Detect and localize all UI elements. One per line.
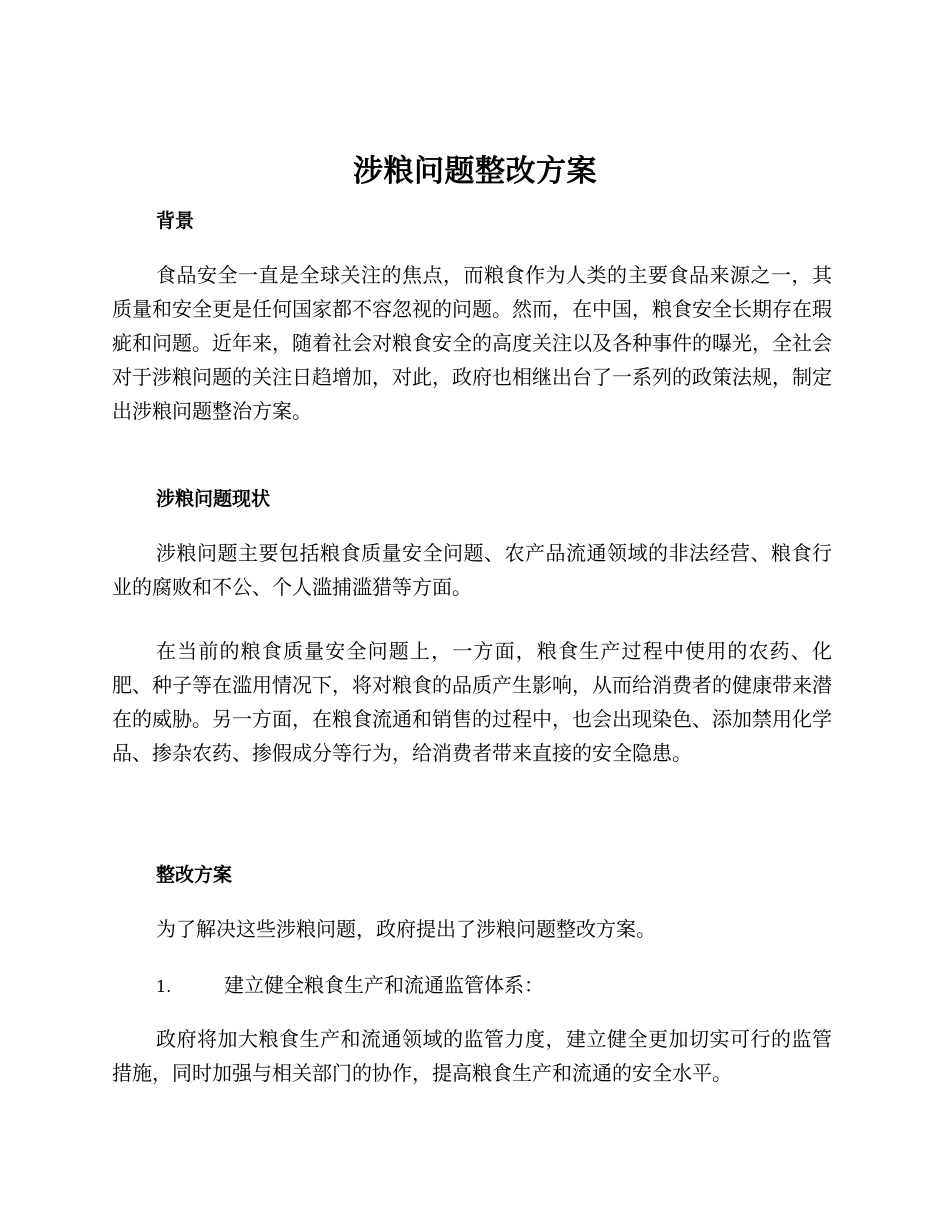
status-paragraph-2: 在当前的粮食质量安全问题上，一方面，粮食生产过程中使用的农药、化肥、种子等在滥用情况下，将对粮食的品质产生影响，从而给消费者的健康带来潜在的威胁。另一方面，在粮食流通和销售的过程中，也会出现染色、添加禁用化学品、掺杂农药、掺假成分等行为，给消费者带来直接的安全隐患。: [112, 639, 832, 765]
list-item-detail-paragraph: 政府将加大粮食生产和流通领域的监管力度，建立健全更加切实可行的监管措施，同时加强与相关部门的协作，提高粮食生产和流通的安全水平。: [112, 1027, 832, 1085]
section-heading-status: 涉粮问题现状: [156, 488, 271, 510]
list-item-text: 建立健全粮食生产和流通监管体系：: [224, 973, 544, 997]
list-item: [156, 968, 544, 1004]
list-item-number: 1.: [156, 977, 172, 996]
plan-intro-paragraph: 为了解决这些涉粮问题，政府提出了涉粮问题整改方案。: [156, 917, 656, 941]
background-paragraph: 食品安全一直是全球关注的焦点，而粮食作为人类的主要食品来源之一，其质量和安全更是任何国家都不容忽视的问题。然而，在中国，粮食安全长期存在瑕疵和问题。近年来，随着社会对粮食安全的高度关注以及各种事件的曝光，全社会对于涉粮问题的关注日趋增加，对此，政府也相继出台了一系列的政策法规，制定出涉粮问题整治方案。: [112, 263, 832, 423]
section-heading-background: 背景: [156, 210, 195, 232]
status-paragraph-1: 涉粮问题主要包括粮食质量安全问题、农产品流通领域的非法经营、粮食行业的腐败和不公、个人滥捕滥猎等方面。: [112, 541, 832, 599]
document-title: 涉粮问题整改方案: [353, 154, 597, 189]
section-heading-plan: 整改方案: [156, 864, 233, 886]
